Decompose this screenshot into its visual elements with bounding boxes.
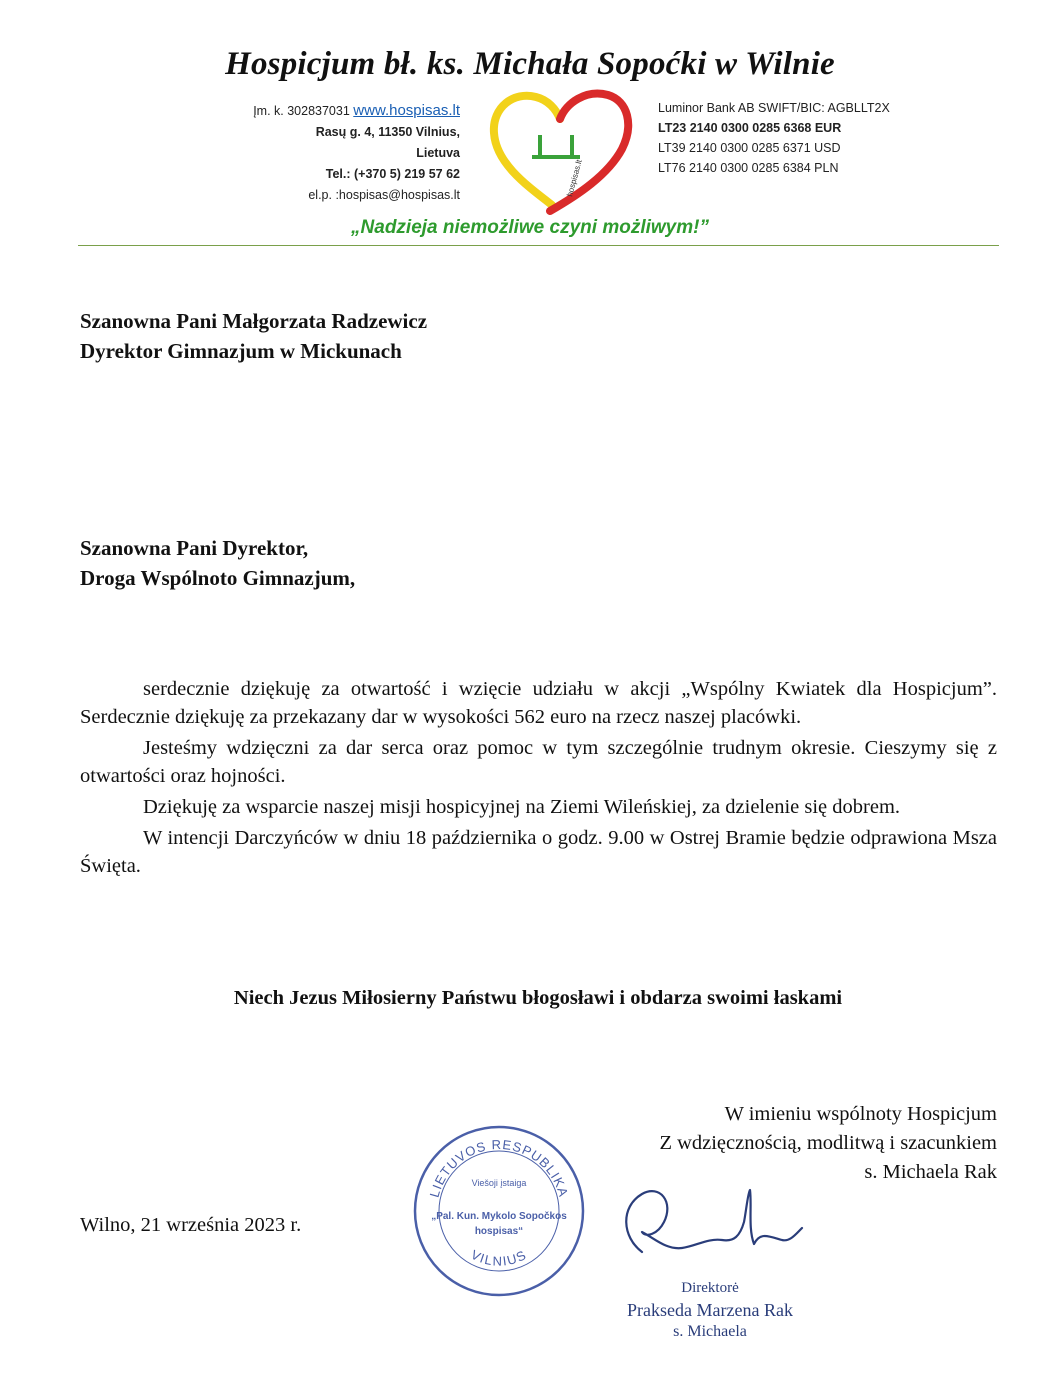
contact-block [253, 100, 460, 206]
heart-logo-icon [486, 85, 636, 217]
salutation-line-2: Droga Wspólnoto Gimnazjum, [80, 566, 356, 590]
address-line-1: Rasų g. 4, 11350 Vilnius, [315, 125, 460, 139]
signature-caption [600, 1277, 820, 1343]
closing-line-3: s. Michaela Rak [864, 1161, 997, 1183]
paragraph-4: W intencji Darczyńców w dniu 18 października o godz. 9.00 w Ostrej Bramie będzie odprawiona Msza Święta. [80, 827, 997, 877]
place-and-date: Wilno, 21 września 2023 r. [80, 1214, 302, 1236]
iban-usd: LT39 2140 0300 0285 6371 USD [658, 141, 841, 155]
stamp-bottom-text: VILNIUS [468, 1246, 530, 1269]
logo-caption: hospisas.lt [565, 158, 584, 198]
addressee-title: Dyrektor Gimnazjum w Mickunach [80, 339, 402, 363]
signatory-title: Direktorė [681, 1280, 739, 1296]
iban-pln: LT76 2140 0300 0285 6384 PLN [658, 161, 839, 175]
closing-line-1: W imieniu wspólnoty Hospicjum [724, 1103, 997, 1125]
salutation-line-1: Szanowna Pani Dyrektor, [80, 536, 309, 560]
signature-icon [612, 1182, 812, 1272]
stamp-name-1: „Pal. Kun. Mykolo Sopočkos [431, 1211, 567, 1222]
salutation [80, 533, 355, 593]
header-divider [78, 245, 999, 246]
website-link[interactable]: www.hospisas.lt [353, 102, 460, 119]
bank-details [658, 98, 890, 178]
stamp-name-2: hospisas“ [474, 1226, 524, 1237]
closing-line-2: Z wdzięcznością, modlitwą i szacunkiem [659, 1132, 997, 1154]
email-address: el.p. :hospisas@hospisas.lt [308, 188, 460, 202]
bank-name: Luminor Bank AB SWIFT/BIC: AGBLLT2X [658, 101, 890, 115]
paragraph-1: serdecznie dziękuję za otwartość i wzięcie udziału w akcji „Wspólny Kwiatek dla Hospicjum”. Serdecznie dziękuję za przekazany dar w wysokości 562 euro na rzecz naszej placówki. [80, 678, 997, 728]
motto: „Nadzieja niemożliwe czyni możliwym!” [351, 217, 709, 238]
stamp-type: Viešoji įstaiga [471, 1178, 527, 1188]
address-line-2: Lietuva [416, 146, 460, 160]
official-stamp-icon [410, 1122, 588, 1300]
stamp-top-text: LIETUVOS RESPUBLIKA [426, 1136, 572, 1200]
paragraph-2: Jesteśmy wdzięczni za dar serca oraz pomoc w tym szczególnie trudnym okresie. Cieszymy się z otwartości oraz hojności. [80, 737, 997, 787]
company-code: Įm. k. 302837031 [253, 104, 350, 118]
paragraph-3: Dziękuję za wsparcie naszej misji hospicyjnej na Ziemi Wileńskiej, za dzielenie się dobrem. [143, 796, 901, 818]
svg-text:VILNIUS [469, 1247, 530, 1269]
phone-number: Tel.: (+370 5) 219 57 62 [325, 167, 460, 181]
letterhead-title: Hospicjum bł. ks. Michała Sopoćki w Wilnie [225, 46, 835, 82]
closing-block [659, 1100, 997, 1187]
blessing: Niech Jezus Miłosierny Państwu błogosławi i obdarza swoimi łaskami [233, 987, 843, 1009]
signatory-name: Prakseda Marzena Rak [627, 1300, 793, 1320]
signatory-religious-name: s. Michaela [673, 1323, 747, 1340]
addressee-name: Szanowna Pani Małgorzata Radzewicz [80, 309, 428, 333]
addressee-block [80, 306, 427, 366]
svg-text:LIETUVOS RESPUBLIKA [427, 1137, 572, 1199]
letter-body [80, 675, 997, 883]
iban-eur: LT23 2140 0300 0285 6368 EUR [658, 121, 842, 135]
